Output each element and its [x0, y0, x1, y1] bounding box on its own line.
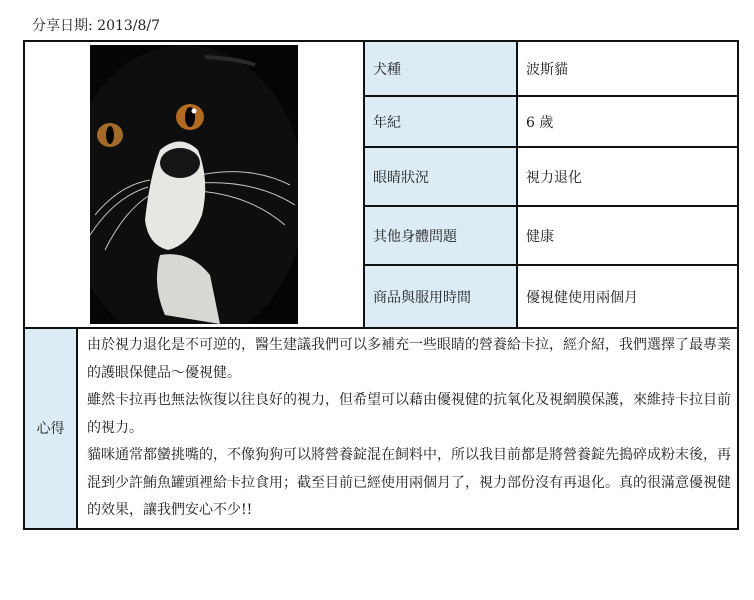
review-paragraph: 貓咪通常都蠻挑嘴的，不像狗狗可以將營養錠混在飼料中，所以我目前都是將營養錠先搗碎成粉末後，再混到少許鮪魚罐頭裡給卡拉食用；截至目前已經使用兩個月了，視力部份沒有再退化。真的很滿意優視健的效果，讓我們安心不少!!	[87, 447, 731, 518]
info-value-eye-condition: 視力退化	[517, 147, 738, 206]
info-label-eye-condition: 眼睛狀況	[364, 147, 517, 206]
review-paragraph: 由於視力退化是不可逆的，醫生建議我們可以多補充一些眼睛的營養給卡拉，經介紹，我們選擇了最專業的護眼保健品～優視健。	[87, 337, 731, 381]
info-value-other-health: 健康	[517, 206, 738, 265]
photo-cell	[24, 41, 364, 328]
share-date: 分享日期: 2013/8/7	[32, 18, 161, 34]
info-label-product-duration: 商品與服用時間	[364, 265, 517, 328]
cat-photo	[90, 45, 298, 324]
info-label-age: 年紀	[364, 96, 517, 147]
info-label-breed: 犬種	[364, 41, 517, 96]
review-paragraph: 雖然卡拉再也無法恢復以往良好的視力，但希望可以藉由優視健的抗氧化及視網膜保護，來維持卡拉目前的視力。	[87, 392, 731, 436]
info-value-age: 6 歲	[517, 96, 738, 147]
info-value-breed: 波斯貓	[517, 41, 738, 96]
info-value-product-duration: 優視健使用兩個月	[517, 265, 738, 328]
review-body	[77, 328, 738, 529]
testimonial-card	[23, 40, 739, 530]
info-label-other-health: 其他身體問題	[364, 206, 517, 265]
review-label: 心得	[24, 328, 77, 529]
cat-image	[90, 45, 298, 324]
